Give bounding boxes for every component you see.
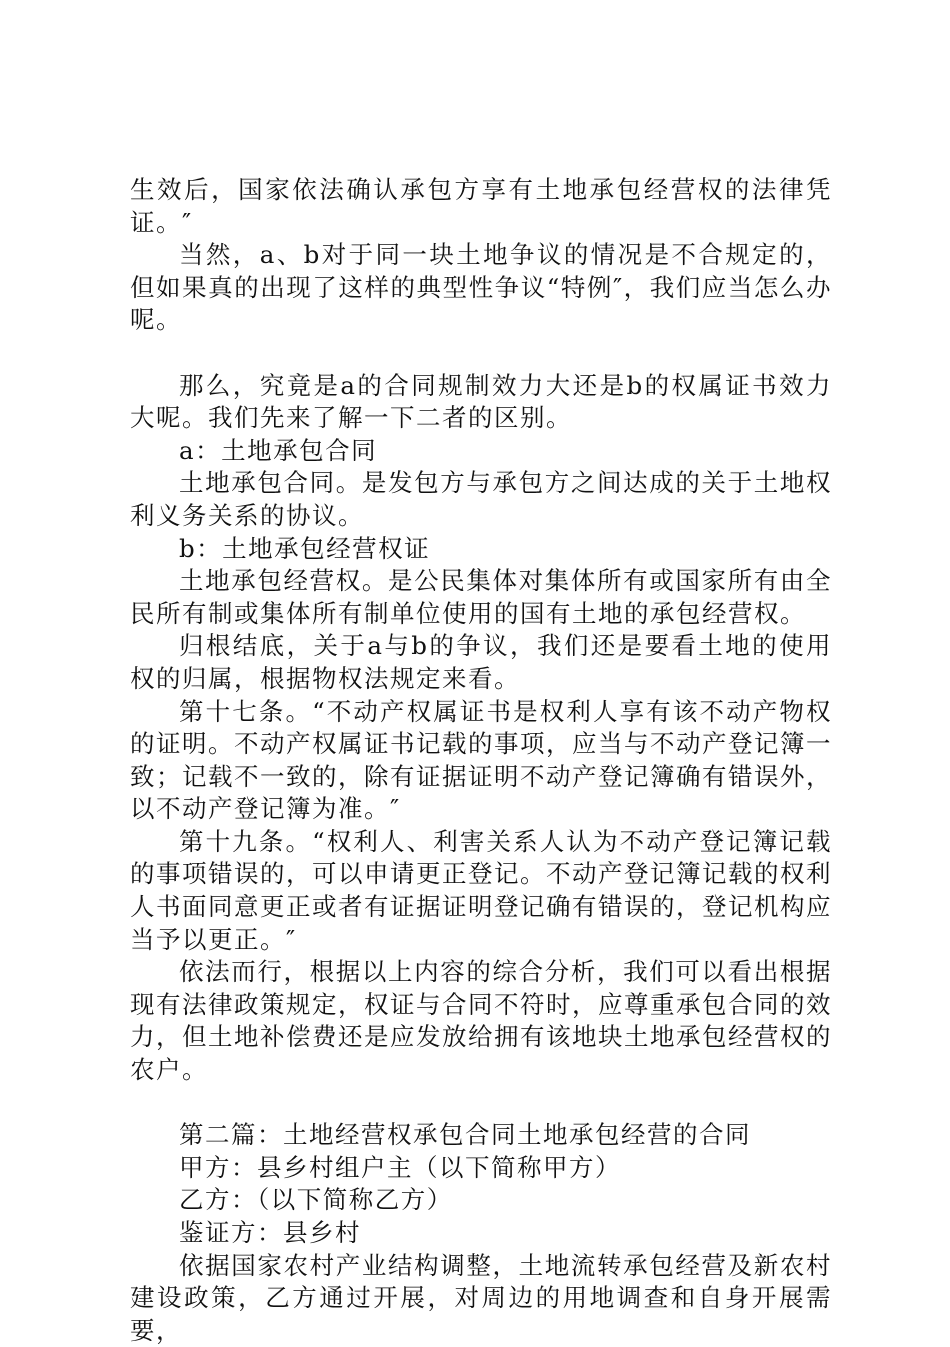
article-17: 第十七条。“不动产权属证书是权利人享有该不动产物权的证明。不动产权属证书记载的事项，应当与不动产登记簿一致；记载不一致的，除有证据证明不动产登记簿确有错误外，以不动产登记簿为准。″	[130, 696, 832, 824]
paragraph-5: 土地承包经营权。是公民集体对集体所有或国家所有由全民所有制或集体所有制单位使用的国有土地的承包经营权。	[130, 566, 832, 628]
section-title: 第二篇：土地经营权承包合同土地承包经营的合同	[179, 1120, 751, 1150]
paragraph-4: 土地承包合同。是发包方与承包方之间达成的关于土地权利义务关系的协议。	[130, 468, 832, 530]
blank-line	[130, 1087, 832, 1120]
blank-line	[130, 337, 832, 370]
document-page	[130, 174, 832, 1347]
party-b: 乙方：（以下简称乙方）	[179, 1185, 453, 1215]
article-19: 第十九条。“权利人、利害关系人认为不动产登记簿记载的事项错误的，可以申请更正登记。不动产登记簿记载的权利人书面同意更正或者有证据证明登记确有错误的，登记机构应当予以更正。″	[130, 826, 832, 954]
paragraph-conclusion: 依法而行，根据以上内容的综合分析，我们可以看出根据现有法律政策规定，权证与合同不符时，应尊重承包合同的效力，但土地补偿费还是应发放给拥有该地块土地承包经营权的农户。	[130, 957, 832, 1085]
witness-party: 鉴证方：县乡村	[179, 1218, 361, 1247]
paragraph-1: 生效后，国家依法确认承包方享有土地承包经营权的法律凭证。″	[130, 175, 832, 237]
paragraph-2: 当然，a、b对于同一块土地争议的情况是不合规定的，但如果真的出现了这样的典型性争议“特例″，我们应当怎么办呢。	[130, 240, 832, 335]
paragraph-basis: 依据国家农村产业结构调整，土地流转承包经营及新农村建设政策，乙方通过开展，对周边的用地调查和自身开展需要，	[130, 1250, 832, 1345]
paragraph-6: 归根结底，关于a与b的争议，我们还是要看土地的使用权的归属，根据物权法规定来看。	[130, 631, 832, 693]
heading-a: a：土地承包合同	[179, 435, 378, 465]
heading-b: b：土地承包经营权证	[179, 533, 431, 563]
paragraph-3: 那么，究竟是a的合同规制效力大还是b的权属证书效力大呢。我们先来了解一下二者的区别。	[130, 370, 832, 433]
party-a: 甲方：县乡村组户主（以下简称甲方）	[179, 1152, 621, 1182]
